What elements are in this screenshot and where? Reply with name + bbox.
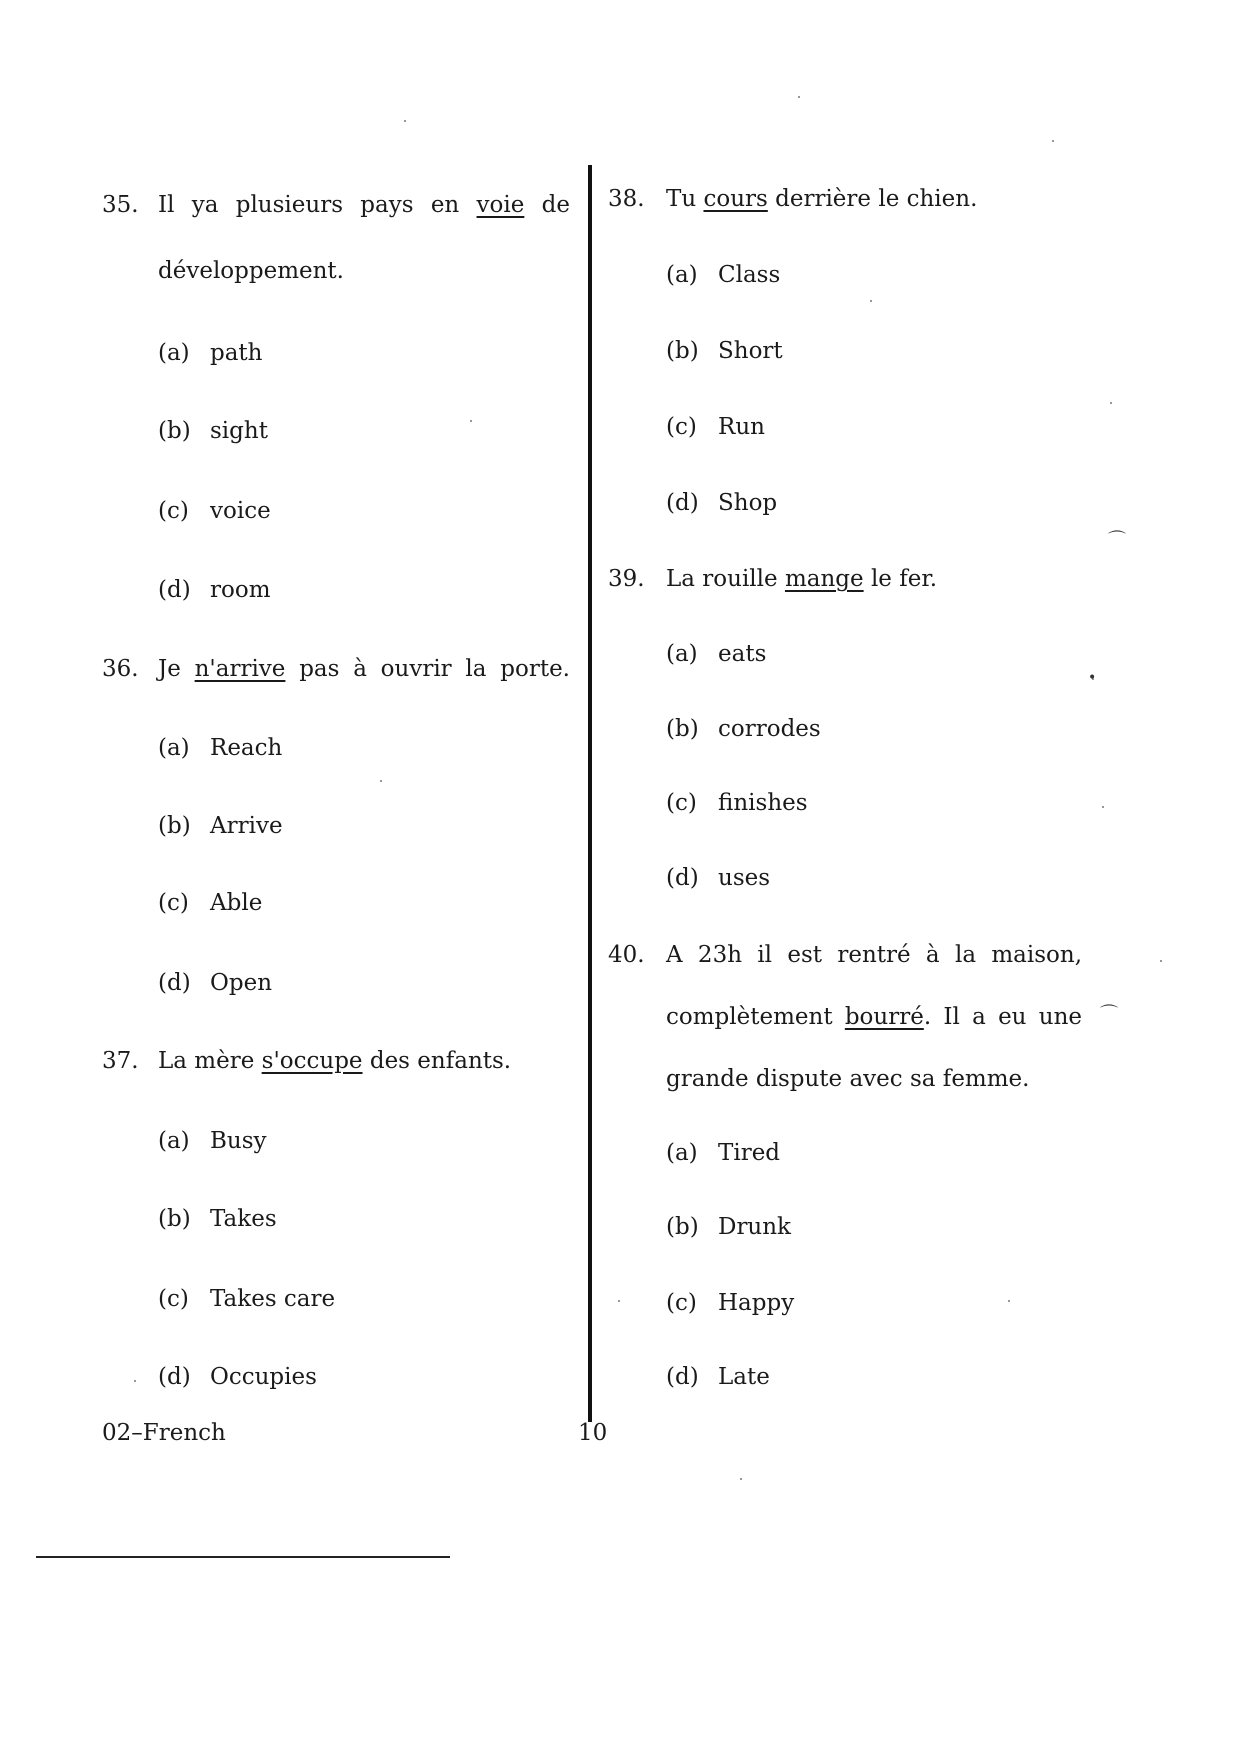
scan-speck xyxy=(470,420,472,422)
question-text: La rouille mange le fer. xyxy=(666,566,938,592)
underlined-word: cours xyxy=(703,186,768,212)
question-text-continued: grande dispute avec sa femme. xyxy=(666,1066,1030,1092)
option-d[interactable]: (d) Occupies xyxy=(158,1364,317,1390)
bottom-rule xyxy=(36,1556,450,1558)
option-b[interactable]: (b) sight xyxy=(158,418,268,444)
option-b[interactable]: (b) Takes xyxy=(158,1206,277,1232)
scan-speck xyxy=(134,1380,136,1382)
question-number: 39. xyxy=(608,566,645,592)
option-d[interactable]: (d) uses xyxy=(666,865,771,891)
option-b[interactable]: (b) Drunk xyxy=(666,1214,791,1240)
scan-artifact: • xyxy=(1088,670,1097,686)
underlined-word: bourré xyxy=(844,1004,924,1030)
option-a[interactable]: (a) eats xyxy=(666,641,767,667)
option-d[interactable]: (d) room xyxy=(158,577,271,603)
option-c[interactable]: (c) Takes care xyxy=(158,1286,336,1312)
question-text-continued: complètement bourré. Il a eu une xyxy=(666,1004,1082,1030)
option-a[interactable]: (a) Tired xyxy=(666,1140,781,1166)
underlined-word: mange xyxy=(784,566,864,592)
scan-artifact: ⌒ xyxy=(1100,1004,1118,1025)
option-d[interactable]: (d) Open xyxy=(158,970,273,996)
question-number: 40. xyxy=(608,942,645,968)
option-b[interactable]: (b) Short xyxy=(666,338,783,364)
underlined-word: n'arrive xyxy=(194,656,286,682)
question-number: 38. xyxy=(608,186,645,212)
scan-speck xyxy=(1102,806,1104,808)
scan-artifact: ⌒ xyxy=(1108,530,1126,551)
underlined-word: s'occupe xyxy=(261,1048,363,1074)
option-c[interactable]: (c) voice xyxy=(158,498,271,524)
scan-speck xyxy=(404,120,406,122)
question-text: Je n'arrive pas à ouvrir la porte. xyxy=(158,656,570,682)
question-number: 37. xyxy=(102,1048,139,1074)
option-c[interactable]: (c) Happy xyxy=(666,1290,795,1316)
scan-speck xyxy=(380,780,382,782)
option-a[interactable]: (a) Class xyxy=(666,262,781,288)
scan-speck xyxy=(1110,402,1112,404)
option-a[interactable]: (a) Reach xyxy=(158,735,283,761)
question-text: A 23h il est rentré à la maison, xyxy=(666,942,1082,968)
question-text: Il ya plusieurs pays en voie de xyxy=(158,192,570,218)
scan-speck xyxy=(1052,140,1054,142)
scan-speck xyxy=(1160,960,1162,962)
scan-speck xyxy=(870,300,872,302)
column-divider xyxy=(588,165,592,1422)
scan-speck xyxy=(740,1478,742,1480)
page-number: 10 xyxy=(578,1420,608,1446)
scan-speck xyxy=(618,1300,620,1302)
option-b[interactable]: (b) Arrive xyxy=(158,813,283,839)
underlined-word: voie xyxy=(476,192,525,218)
scan-speck xyxy=(798,96,800,98)
option-d[interactable]: (d) Late xyxy=(666,1364,770,1390)
option-d[interactable]: (d) Shop xyxy=(666,490,778,516)
subject-code: 02–French xyxy=(102,1420,226,1446)
question-text: La mère s'occupe des enfants. xyxy=(158,1048,512,1074)
option-b[interactable]: (b) corrodes xyxy=(666,716,821,742)
question-text: Tu cours derrière le chien. xyxy=(666,186,978,212)
question-number: 35. xyxy=(102,192,139,218)
question-number: 36. xyxy=(102,656,139,682)
scan-speck xyxy=(1008,1300,1010,1302)
option-a[interactable]: (a) path xyxy=(158,340,263,366)
option-c[interactable]: (c) Run xyxy=(666,414,765,440)
option-c[interactable]: (c) Able xyxy=(158,890,263,916)
option-a[interactable]: (a) Busy xyxy=(158,1128,267,1154)
question-text-continued: développement. xyxy=(158,258,344,284)
option-c[interactable]: (c) finishes xyxy=(666,790,808,816)
